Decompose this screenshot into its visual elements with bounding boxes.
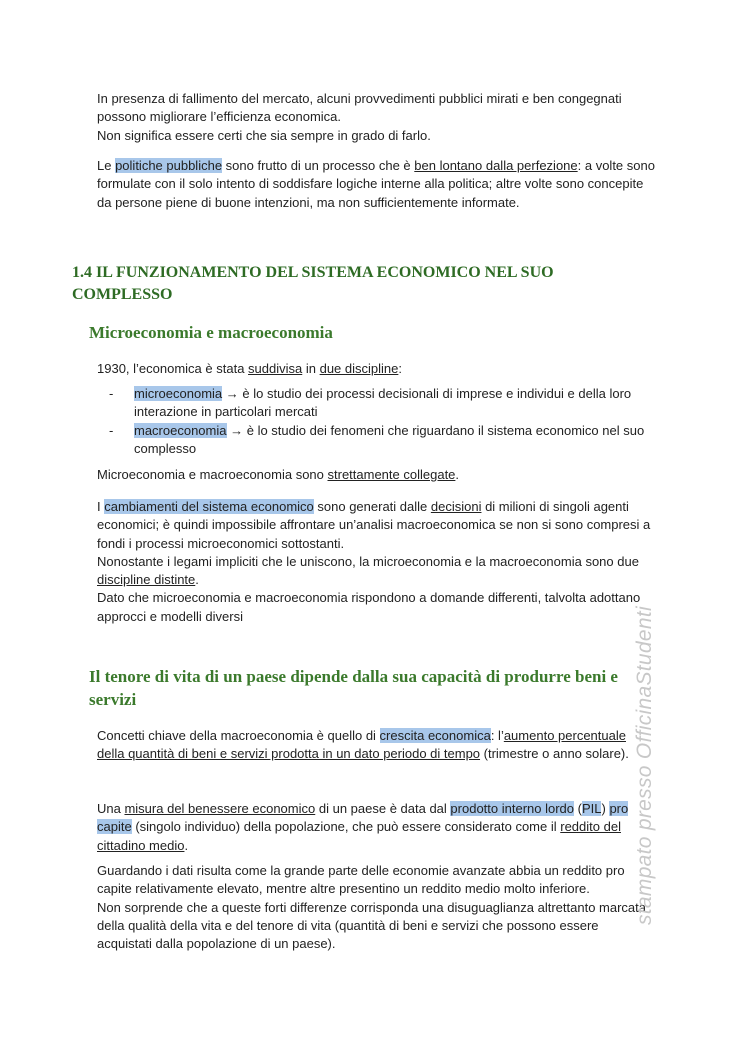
text: sono frutto di un processo che è: [222, 158, 415, 173]
paragraph-data: [97, 862, 657, 953]
list-dash: -: [109, 386, 114, 401]
text: .: [184, 837, 189, 853]
underlined-text: suddivisa: [248, 361, 303, 376]
text: 1930, l’economica è stata: [97, 361, 249, 376]
text: In presenza di fallimento del mercato, alcuni provvedimenti pubblici mirati e ben congegnati possono migliorare l’efficienza economica.: [97, 91, 622, 125]
text: Non sorprende che a queste forti differenze corrisponda una disuguaglianza altrettanto marcata della qualità della vita e del tenore di vita (quantità di beni e servizi che possono essere acquistati dalla popolazione di un paese).: [97, 899, 646, 952]
paragraph-changes: [97, 498, 657, 626]
highlight: pro capite: [97, 801, 629, 835]
text: Microeconomia e macroeconomia sono: [97, 467, 328, 482]
subheading-standard-of-living: [89, 665, 649, 711]
text: (trimestre o anno solare).: [480, 746, 629, 762]
paragraph-gdp: [97, 800, 657, 855]
watermark: stampato presso OfficinaStudenti: [633, 606, 656, 925]
text: (singolo individuo) della popolazione, che può essere considerato come il: [131, 819, 561, 835]
underlined-text: due discipline: [319, 361, 399, 376]
paragraph-public-policies: [97, 157, 657, 212]
underlined-text: aumento percentuale della quantità di beni e servizi prodotta in un dato periodo di tempo: [97, 728, 626, 762]
text: sono generati dalle: [313, 499, 431, 514]
highlight: politiche pubbliche: [115, 158, 223, 173]
list-item: [97, 385, 657, 422]
highlight: macroeconomia: [134, 423, 227, 438]
highlight: prodotto interno lordo: [450, 801, 575, 816]
underlined-text: ben lontano dalla perfezione: [414, 158, 578, 173]
highlight: microeconomia: [134, 386, 223, 401]
underlined-text: reddito del cittadino medio: [97, 819, 621, 853]
text: in: [302, 361, 320, 376]
subheading-micro-macro: Microeconomia e macroeconomia: [89, 323, 333, 342]
text: di milioni di singoli agenti economici; è quindi impossibile affrontare un’analisi macroeconomica se non si sono compresi a fondi i processi microeconomici sottostanti.: [97, 499, 651, 551]
underlined-text: strettamente collegate: [327, 467, 456, 482]
text: Non significa essere certi che sia sempre in grado di farlo.: [97, 127, 431, 143]
text: Una: [97, 801, 125, 816]
text: .: [455, 467, 460, 482]
text: :: [398, 361, 402, 376]
section-heading: [72, 262, 632, 306]
text: ): [601, 801, 610, 816]
list-item: [97, 422, 657, 459]
text: .: [195, 572, 199, 588]
heading-line: Il tenore di vita di un paese dipende dalla sua capacità di produrre beni e: [89, 667, 618, 686]
text: di un paese è data dal: [315, 801, 451, 816]
text: Concetti chiave della macroeconomia è quello di: [97, 728, 380, 743]
text: → è lo studio dei processi decisionali di imprese e individui e della loro interazione in particolari mercati: [134, 386, 632, 420]
paragraph-market-failure: [97, 90, 657, 145]
highlight: PIL: [581, 801, 602, 816]
list-dash: -: [109, 423, 114, 438]
text: Guardando i dati risulta come la grande parte delle economie avanzate abbia un reddito pro capite relativamente elevato, mentre altre presentino un reddito medio molto inferiore.: [97, 863, 625, 897]
text: (: [574, 801, 582, 816]
underlined-text: misura del benessere economico: [124, 801, 316, 816]
heading-line: COMPLESSO: [72, 286, 173, 303]
text: I: [97, 499, 105, 514]
paragraph-growth: [97, 727, 657, 764]
text: : a volte sono formulate con il solo intento di soddisfare logiche interne alla politica; altre volte sono concepite da persone piene di buone intenzioni, ma non sufficientemente informate.: [97, 158, 655, 210]
highlight: cambiamenti del sistema economico: [104, 499, 314, 514]
text: Le: [97, 158, 116, 173]
highlight: crescita economica: [379, 728, 491, 743]
text: Dato che microeconomia e macroeconomia rispondono a domande differenti, talvolta adottano approcci e modelli diversi: [97, 590, 641, 624]
heading-line: 1.4 IL FUNZIONAMENTO DEL SISTEMA ECONOMICO NEL SUO: [72, 264, 554, 281]
text: → è lo studio dei fenomeni che riguardano il sistema economico nel suo complesso: [134, 423, 645, 457]
underlined-text: decisioni: [430, 499, 482, 514]
paragraph-1930: [97, 360, 657, 378]
underlined-text: discipline distinte: [97, 572, 196, 588]
text: : l’: [490, 728, 504, 743]
heading-line: servizi: [89, 690, 137, 709]
text: Nonostante i legami impliciti che le uniscono, la microeconomia e la macroeconomia sono due: [97, 553, 639, 569]
paragraph-linked: [97, 466, 657, 484]
